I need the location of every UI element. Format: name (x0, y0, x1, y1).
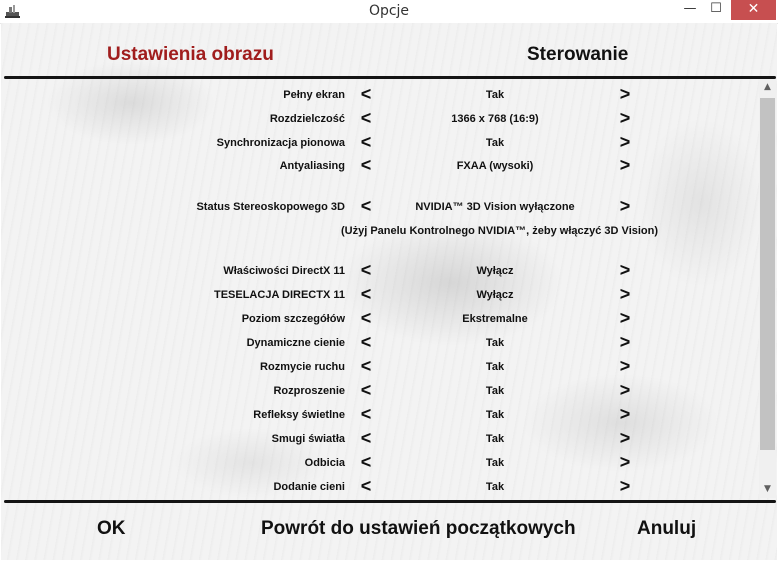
scroll-up-icon[interactable]: ▲ (764, 82, 771, 92)
prev-arrow-icon[interactable]: < (360, 155, 372, 175)
setting-value: FXAA (wysoki) (456, 160, 534, 172)
prev-arrow-icon[interactable]: < (360, 260, 372, 280)
setting-value: NVIDIA™ 3D Vision wyłączone (415, 201, 575, 213)
setting-value: Tak (485, 361, 505, 373)
setting-row-dynamic-shadows (1, 333, 761, 353)
next-arrow-icon[interactable]: > (619, 308, 631, 328)
setting-label: Status Stereoskopowego 3D (196, 201, 345, 213)
minimize-button[interactable]: — (683, 1, 697, 16)
ok-button[interactable]: OK (97, 518, 126, 539)
next-arrow-icon[interactable]: > (619, 452, 631, 472)
setting-value: Tak (485, 409, 505, 421)
close-button[interactable]: ✕ (731, 0, 776, 20)
next-arrow-icon[interactable]: > (619, 356, 631, 376)
stereo-note-row (1, 221, 761, 241)
prev-arrow-icon[interactable]: < (360, 84, 372, 104)
setting-label: TESELACJA DIRECTX 11 (213, 289, 345, 301)
options-panel (1, 23, 777, 560)
setting-label: Rozproszenie (273, 385, 345, 397)
setting-row-motion-blur (1, 357, 761, 377)
prev-arrow-icon[interactable]: < (360, 380, 372, 400)
setting-label: Refleksy świetlne (253, 409, 345, 421)
top-divider (4, 76, 776, 79)
setting-label: Właściwości DirectX 11 (223, 265, 345, 277)
setting-value: Tak (485, 137, 505, 149)
setting-value: Tak (485, 481, 505, 493)
setting-label: Synchronizacja pionowa (216, 137, 345, 149)
prev-arrow-icon[interactable]: < (360, 404, 372, 424)
next-arrow-icon[interactable]: > (619, 260, 631, 280)
vertical-scrollbar[interactable] (759, 79, 776, 498)
prev-arrow-icon[interactable]: < (360, 476, 372, 496)
prev-arrow-icon[interactable]: < (360, 428, 372, 448)
prev-arrow-icon[interactable]: < (360, 452, 372, 472)
setting-row-antialiasing (1, 156, 761, 176)
prev-arrow-icon[interactable]: < (360, 284, 372, 304)
prev-arrow-icon[interactable]: < (360, 196, 372, 216)
setting-label: Smugi światła (271, 433, 345, 445)
prev-arrow-icon[interactable]: < (360, 308, 372, 328)
setting-value: Wyłącz (476, 289, 514, 301)
setting-row-extra-shadows (1, 477, 761, 497)
tab-controls[interactable]: Sterowanie (527, 44, 629, 65)
maximize-button[interactable]: ☐ (710, 1, 722, 16)
next-arrow-icon[interactable]: > (619, 476, 631, 496)
setting-value: Wyłącz (476, 265, 514, 277)
settings-list (1, 80, 761, 498)
next-arrow-icon[interactable]: > (619, 155, 631, 175)
setting-label: Odbicia (304, 457, 345, 469)
scrollbar-thumb[interactable] (760, 98, 775, 450)
setting-label: Pełny ekran (283, 89, 345, 101)
bottom-divider (4, 500, 776, 503)
setting-row-light-shafts (1, 429, 761, 449)
setting-row-reflections (1, 453, 761, 473)
next-arrow-icon[interactable]: > (619, 380, 631, 400)
setting-label: Dodanie cieni (273, 481, 345, 493)
setting-row-lens-flares (1, 405, 761, 425)
setting-label: Dynamiczne cienie (246, 337, 345, 349)
title-bar (0, 0, 778, 24)
setting-label: Antyaliasing (279, 160, 345, 172)
scroll-down-icon[interactable]: ▼ (764, 484, 771, 494)
setting-value: Tak (485, 385, 505, 397)
next-arrow-icon[interactable]: > (619, 132, 631, 152)
setting-row-resolution (1, 109, 761, 129)
setting-row-stereo-3d (1, 197, 761, 217)
setting-label: Rozdzielczość (269, 113, 345, 125)
stereo-note: (Użyj Panelu Kontrolnego NVIDIA™, żeby włączyć 3D Vision) (341, 225, 659, 237)
window-title: Opcje (368, 3, 410, 19)
prev-arrow-icon[interactable]: < (360, 108, 372, 128)
setting-row-dx11-tessellation (1, 285, 761, 305)
prev-arrow-icon[interactable]: < (360, 132, 372, 152)
prev-arrow-icon[interactable]: < (360, 356, 372, 376)
next-arrow-icon[interactable]: > (619, 332, 631, 352)
next-arrow-icon[interactable]: > (619, 404, 631, 424)
setting-row-detail-level (1, 309, 761, 329)
next-arrow-icon[interactable]: > (619, 108, 631, 128)
setting-row-vsync (1, 133, 761, 153)
cancel-button[interactable]: Anuluj (637, 518, 697, 539)
prev-arrow-icon[interactable]: < (360, 332, 372, 352)
setting-value: Tak (485, 433, 505, 445)
next-arrow-icon[interactable]: > (619, 428, 631, 448)
setting-label: Rozmycie ruchu (260, 361, 345, 373)
setting-value: 1366 x 768 (16:9) (451, 113, 539, 125)
next-arrow-icon[interactable]: > (619, 196, 631, 216)
setting-value: Ekstremalne (462, 313, 528, 325)
setting-value: Tak (485, 337, 505, 349)
setting-value: Tak (485, 89, 505, 101)
setting-value: Tak (485, 457, 505, 469)
reset-defaults-button[interactable]: Powrót do ustawień początkowych (261, 518, 576, 539)
setting-row-bloom (1, 381, 761, 401)
next-arrow-icon[interactable]: > (619, 84, 631, 104)
tab-image-settings[interactable]: Ustawienia obrazu (107, 44, 274, 65)
setting-row-dx11-features (1, 261, 761, 281)
next-arrow-icon[interactable]: > (619, 284, 631, 304)
setting-label: Poziom szczegółów (241, 313, 345, 325)
setting-row-fullscreen (1, 85, 761, 105)
